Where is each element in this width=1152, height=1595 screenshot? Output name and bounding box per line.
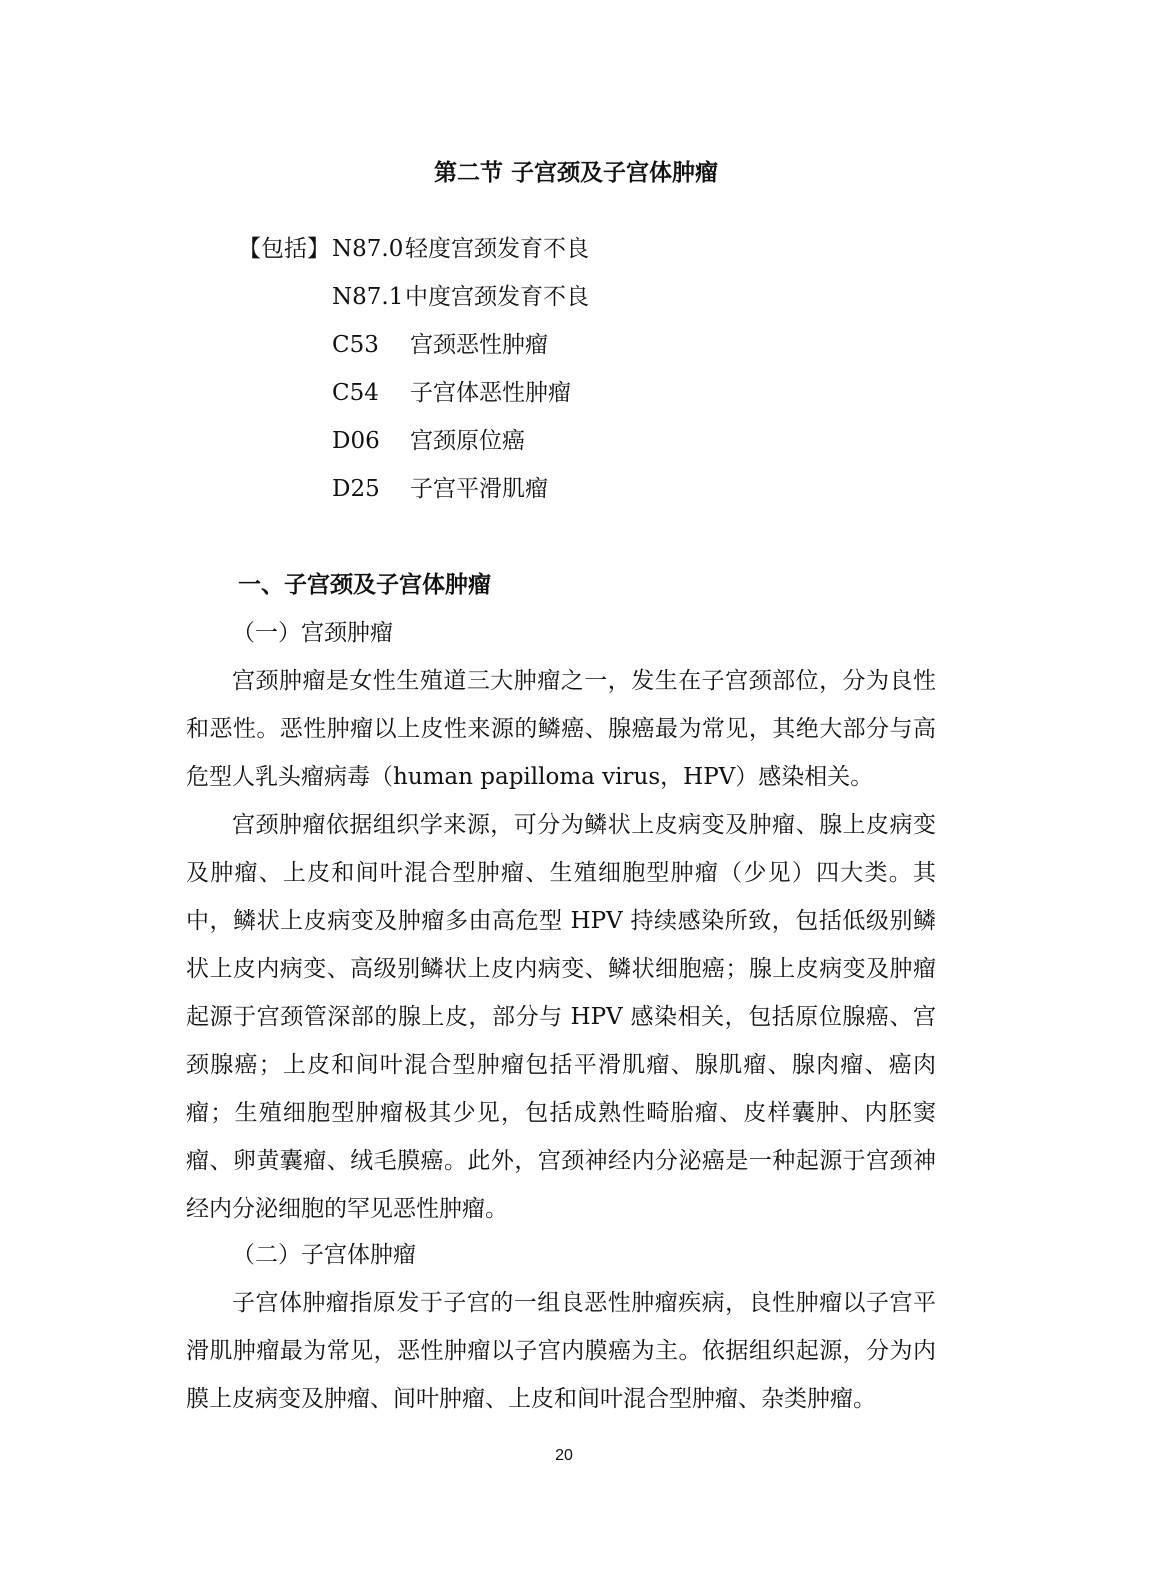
include-code: D25 xyxy=(332,476,380,502)
include-desc: 子宫平滑肌瘤 xyxy=(410,476,548,502)
paragraph: 宫颈肿瘤依据组织学来源，可分为鳞状上皮病变及肿瘤、腺上皮病变及肿瘤、上皮和间叶混合型肿瘤、生殖细胞型肿瘤（少见）四大类。其中，鳞状上皮病变及肿瘤多由高危型 HPV 持续感染所致，包括低级别鳞状上皮内病变、高级别鳞状上皮内病变、鳞状细胞癌；腺上皮病变及肿瘤起源于宫颈管深部的腺上皮，部分与 HPV 感染相关，包括原位腺癌、宫颈腺癌；上皮和间叶混合型肿瘤包括平滑肌瘤、腺肌瘤、腺肉瘤、癌肉瘤；生殖细胞型肿瘤极其少见，包括成熟性畸胎瘤、皮样囊肿、内胚窦瘤、卵黄囊瘤、绒毛膜癌。此外，宫颈神经内分泌癌是一种起源于宫颈神经内分泌细胞的罕见恶性肿瘤。 xyxy=(186,812,936,1222)
include-desc: 子宫体恶性肿瘤 xyxy=(410,380,571,406)
page-number: 20 xyxy=(555,1447,573,1464)
include-code: N87.0 xyxy=(332,236,404,262)
subsection-heading-uterine: （二）子宫体肿瘤 xyxy=(232,1242,416,1268)
paragraph: 宫颈肿瘤是女性生殖道三大肿瘤之一，发生在子宫颈部位，分为良性和恶性。恶性肿瘤以上皮性来源的鳞癌、腺癌最为常见，其绝大部分与高危型人乳头瘤病毒（human papilloma virus，HPV）感染相关。 xyxy=(186,668,936,790)
include-code: D06 xyxy=(332,428,380,454)
include-desc: 轻度宫颈发育不良 xyxy=(405,236,589,262)
include-desc: 宫颈原位癌 xyxy=(410,428,525,454)
include-code: N87.1 xyxy=(332,284,404,310)
include-code: C54 xyxy=(332,380,379,406)
include-desc: 宫颈恶性肿瘤 xyxy=(410,332,548,358)
include-code: C53 xyxy=(332,332,379,358)
paragraph: 子宫体肿瘤指原发于子宫的一组良恶性肿瘤疾病，良性肿瘤以子宫平滑肌肿瘤最为常见，恶性肿瘤以子宫内膜癌为主。依据组织起源，分为内膜上皮病变及肿瘤、间叶肿瘤、上皮和间叶混合型肿瘤、杂类肿瘤。 xyxy=(186,1290,936,1412)
section-heading: 一、子宫颈及子宫体肿瘤 xyxy=(238,572,491,598)
includes-prefix: 【包括】 xyxy=(238,236,330,262)
subsection-heading-cervical: （一）宫颈肿瘤 xyxy=(232,620,393,646)
section-title: 第二节 子宫颈及子宫体肿瘤 xyxy=(433,160,718,186)
include-desc: 中度宫颈发育不良 xyxy=(405,284,589,310)
